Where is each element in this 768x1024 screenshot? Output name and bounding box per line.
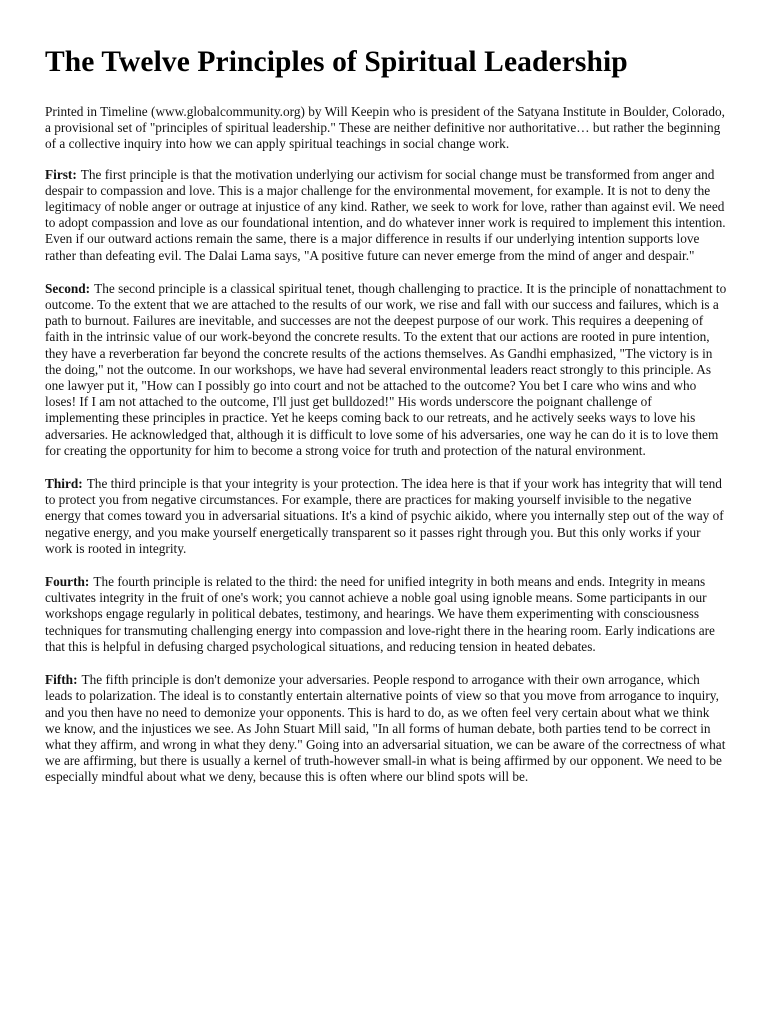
principle-paragraph bbox=[45, 476, 727, 557]
principle-label: First: bbox=[45, 166, 77, 182]
principle-paragraph bbox=[45, 574, 727, 655]
principle-label: Third: bbox=[45, 476, 83, 492]
principle-label: Fifth: bbox=[45, 672, 78, 688]
principle-text: The first principle is that the motivation underlying our activism for social change must be transformed from anger and despair to compassion and love. This is a major challenge for the environmental movement, for example. It is not to deny the legitimacy of noble anger or outrage at injustice of any kind. Rather, we seek to work for love, rather than against evil. We need to adopt compassion and love as our foundational intention, and do whatever inner work is required to implement this intention. Even if our outward actions remain the same, there is a major difference in results if our underlying intention supports love rather than defeating evil. The Dalai Lama says, "A positive future can never emerge from the mind of anger and despair." bbox=[45, 166, 726, 263]
principle-text: The third principle is that your integrity is your protection. The idea here is that if your work has integrity that will tend to protect you from negative circumstances. For example, there are practices for making yourself invisible to the negative energy that comes toward you in adversarial situations. It's a kind of psychic aikido, where you internally step out of the way of negative energy, and you make yourself energetically transparent so it passes right through you. But this only works if your work is rooted in integrity. bbox=[45, 476, 724, 556]
principle-paragraph bbox=[45, 672, 727, 785]
document-title: The Twelve Principles of Spiritual Leadership bbox=[45, 46, 628, 78]
principle-label: Fourth: bbox=[45, 574, 90, 590]
principle-text: The fourth principle is related to the third: the need for unified integrity in both means and ends. Integrity in means cultivates integrity in the fruit of one's work; you cannot achieve a noble goal using ignoble means. Some participants in our workshops engage regularly in political debates, testimony, and hearings. We have them experimenting with consciousness techniques for transmuting challenging energy into compassion and love-right there in the hearing room. Early indications are that this is helpful in defusing charged psychological situations, and reducing tension in heated debates. bbox=[45, 574, 715, 654]
document-page bbox=[45, 44, 727, 803]
principle-text: The second principle is a classical spiritual tenet, though challenging to practice. It is the principle of nonattachment to outcome. To the extent that we are attached to the results of our work, we rise and fall with our success and failures, which is a path to burnout. Failures are inevitable, and successes are not the deepest purpose of our work. This requires a deepening of faith in the intrinsic value of our work-beyond the concrete results. To the extent that our actions are rooted in pure intention, they have a reverberation far beyond the concrete results of the actions themselves. As Gandhi emphasized, "The victory is in the doing," not the outcome. In our workshops, we have had several environmental leaders react strongly to this principle. As one lawyer put it, "How can I possibly go into court and not be attached to the outcome? You bet I care who wins and who loses! If I am not attached to the outcome, I'll just get bulldozed!" His words underscore the poignant challenge of implementing these principles in practice. Yet he keeps coming back to our retreats, and he actively seeks ways to love his adversaries. He acknowledged that, although it is difficult to love some of his adversaries, one way he can do it is to love them for creating the opportunity for him to become a strong voice for truth and protection of the natural environment. bbox=[45, 280, 727, 458]
principle-paragraph bbox=[45, 281, 727, 459]
principle-paragraph bbox=[45, 167, 727, 264]
principle-label: Second: bbox=[45, 280, 91, 296]
intro-paragraph: Printed in Timeline (www.globalcommunity.org) by Will Keepin who is president of the Satyana Institute in Boulder, Colorado, a provisional set of "principles of spiritual leadership." These are neither definitive nor authoritative… but rather the beginning of a collective inquiry into how we can apply spiritual teachings in social change work. bbox=[45, 104, 725, 152]
principle-text: The fifth principle is don't demonize your adversaries. People respond to arrogance with their own arrogance, which leads to polarization. The ideal is to constantly entertain alternative points of view so that you move from arrogance to inquiry, and you then have no need to demonize your opponents. This is hard to do, as we often feel very certain about what we think we know, and the injustices we see. As John Stuart Mill said, "In all forms of human debate, both parties tend to be correct in what they affirm, and wrong in what they deny." Going into an adversarial situation, we can be aware of the correctness of what we are affirming, but there is usually a kernel of truth-however small-in what is being affirmed by our opponent. We need to be especially mindful about what we deny, because this is often where our blind spots will be. bbox=[45, 672, 726, 785]
